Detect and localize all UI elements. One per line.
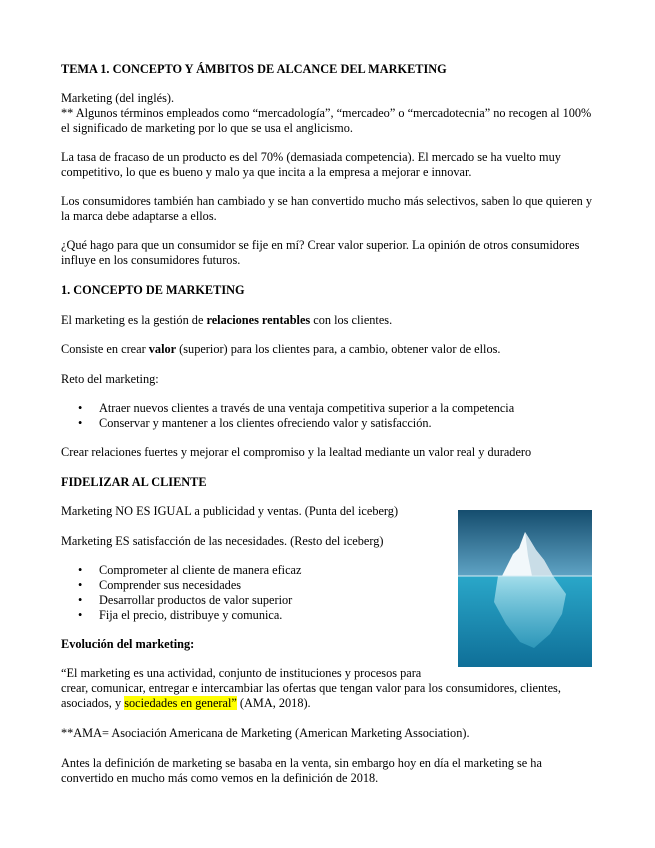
paragraph-no-es-igual: Marketing NO ES IGUAL a publicidad y ventas. (Punta del iceberg) [61,504,399,518]
intro-paragraph [61,91,596,136]
list-item: • Comprender sus necesidades [61,578,451,593]
reto-label: Reto del marketing: [61,372,159,386]
paragraph-es-satisfaccion: Marketing ES satisfacción de las necesidades. (Resto del iceberg) [61,534,384,548]
section-heading-fidelizar: FIDELIZAR AL CLIENTE [61,475,207,489]
list-item: • Comprometer al cliente de manera eficaz [61,563,451,578]
list-item: • Atraer nuevos clientes a través de una ventaja competitiva superior a la competencia [61,401,596,416]
reto-list [61,401,596,431]
bold-relaciones-rentables: relaciones rentables [206,313,311,327]
paragraph-valor: Consiste en crear valor (superior) para los clientes para, a cambio, obtener valor de ellos. [61,342,501,356]
paragraph-crear-relaciones: Crear relaciones fuertes y mejorar el compromiso y la lealtad mediante un valor real y duradero [61,445,532,459]
intro-line: Marketing (del inglés). [61,91,175,105]
paragraph-consumidores: Los consumidores también han cambiado y se han convertido mucho más selectivos, saben lo que quieren y la marca debe adaptarse a ellos. [61,194,593,223]
highlighted-text: sociedades en general” [124,696,237,710]
paragraph-ama-note: **AMA= Asociación Americana de Marketing (American Marketing Association). [61,726,470,740]
intro-note: ** Algunos términos empleados como “mercadología”, “mercadeo” o “mercadotecnia” no recogen al 100% el significado de marketing por lo que se usa el anglicismo. [61,106,592,135]
paragraph-definicion: El marketing es la gestión de relaciones rentables con los clientes. [61,313,393,327]
bold-valor: valor [148,342,177,356]
iceberg-image [458,510,592,667]
quote-continuation: crear, comunicar, entregar e intercambiar las ofertas que tengan valor para los consumidores, clientes, asociados, y sociedades en general” (AMA, 2018). [61,681,561,710]
list-item: • Fija el precio, distribuye y comunica. [61,608,451,623]
paragraph-pregunta: ¿Qué hago para que un consumidor se fije en mí? Crear valor superior. La opinión de otros consumidores influye en los consumidores futuros. [61,238,580,267]
quote-line: “El marketing es una actividad, conjunto de instituciones y procesos para [61,666,422,680]
section-heading-concepto: 1. CONCEPTO DE MARKETING [61,283,245,297]
section-heading-evolucion: Evolución del marketing: [61,637,195,651]
list-item: • Desarrollar productos de valor superior [61,593,451,608]
quote-ama [61,666,596,711]
paragraph-fracaso: La tasa de fracaso de un producto es del 70% (demasiada competencia). El mercado se ha vuelto muy competitivo, lo que es bueno y malo ya que incita a la empresa a mejorar e innovar. [61,150,561,179]
paragraph-antes: Antes la definición de marketing se basaba en la venta, sin embargo hoy en día el marketing se ha convertido en mucho más como vemos en la definición de 2018. [61,756,542,785]
page-title: TEMA 1. CONCEPTO Y ÁMBITOS DE ALCANCE DEL MARKETING [61,62,447,76]
fidelizar-list [61,563,451,623]
list-item: • Conservar y mantener a los clientes ofreciendo valor y satisfacción. [61,416,596,431]
